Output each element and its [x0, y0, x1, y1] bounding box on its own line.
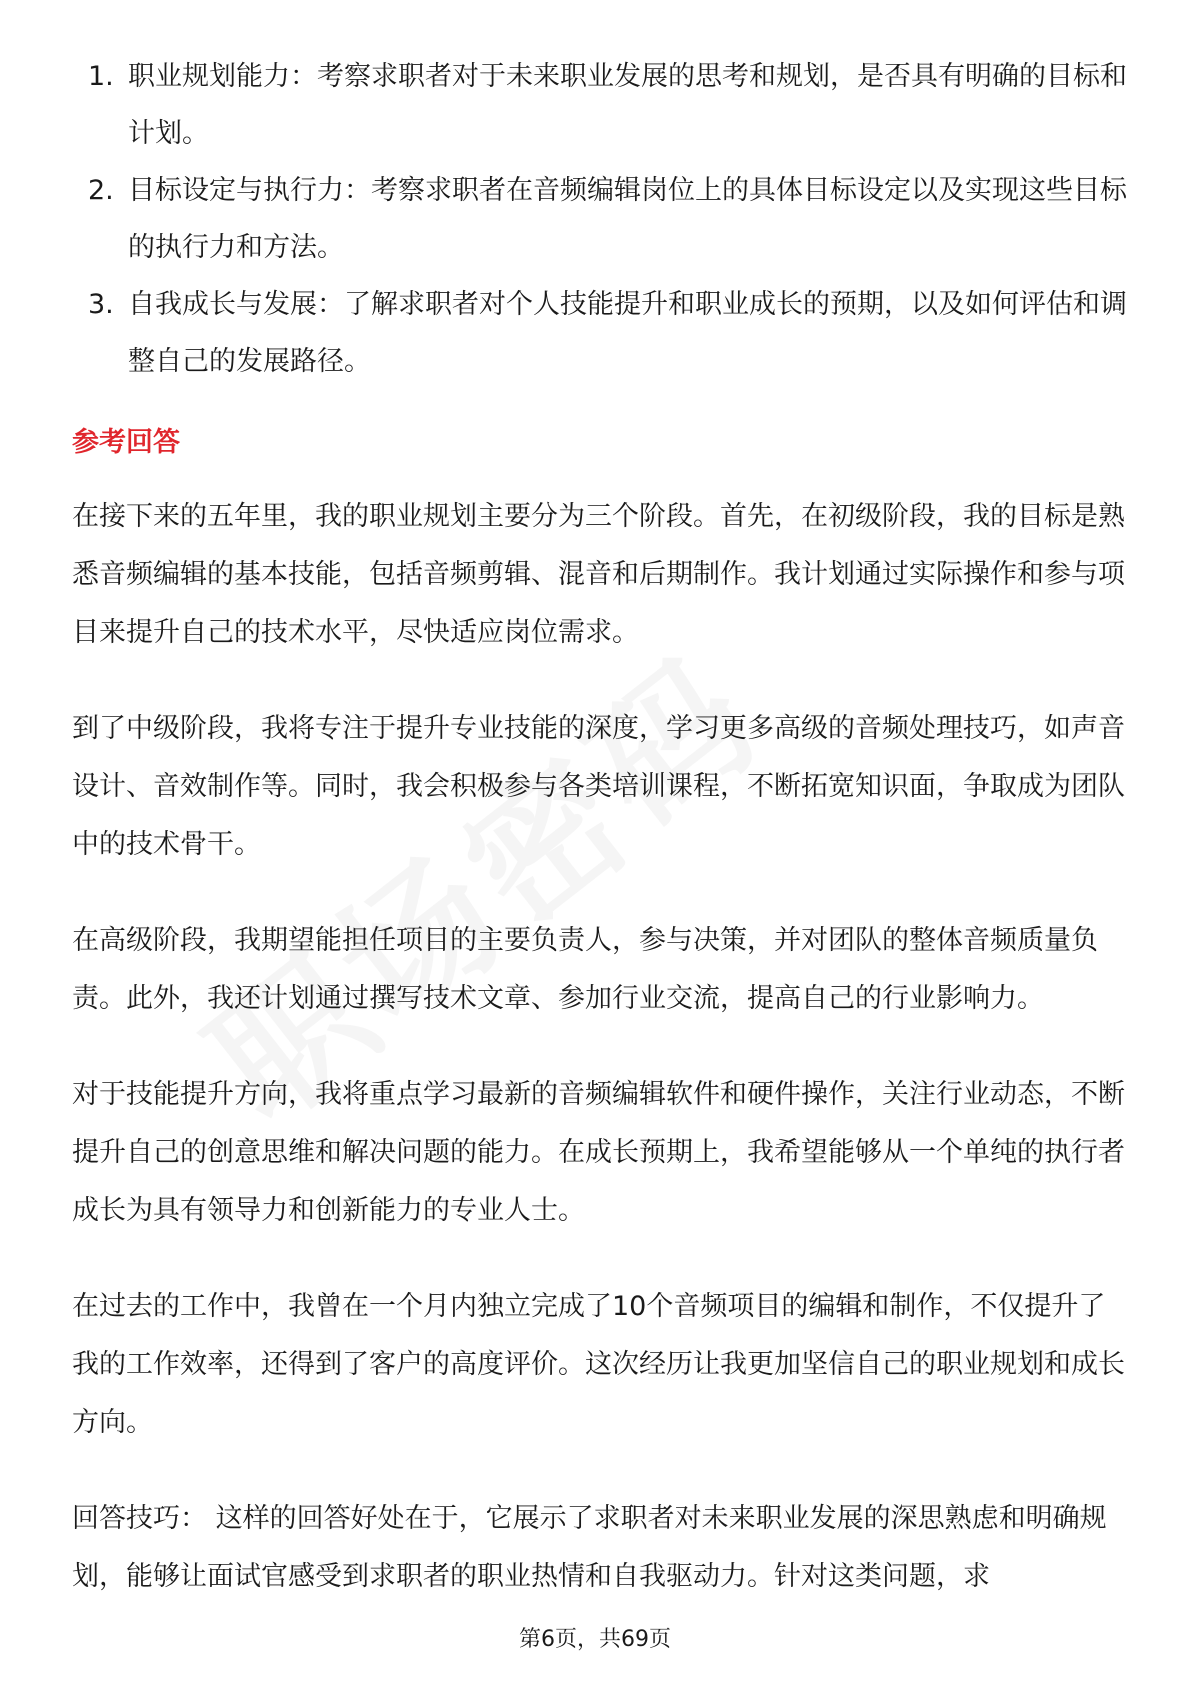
paragraph: 在接下来的五年里，我的职业规划主要分为三个阶段。首先，在初级阶段，我的目标是熟悉音频编辑的基本技能，包括音频剪辑、混音和后期制作。我计划通过实际操作和参与项目来提升自己的技术水平，尽快适应岗位需求。	[72, 501, 1125, 648]
section-heading: 参考回答	[72, 427, 180, 458]
paragraph: 在过去的工作中，我曾在一个月内独立完成了10个音频项目的编辑和制作，不仅提升了我的工作效率，还得到了客户的高度评价。这次经历让我更加坚信自己的职业规划和成长方向。	[72, 1291, 1125, 1438]
list-item-text: 目标设定与执行力：考察求职者在音频编辑岗位上的具体目标设定以及实现这些目标的执行力和方法。	[128, 175, 1127, 263]
list-number: 2.	[88, 175, 114, 206]
paragraph: 对于技能提升方向，我将重点学习最新的音频编辑软件和硬件操作，关注行业动态，不断提升自己的创意思维和解决问题的能力。在成长预期上，我希望能够从一个单纯的执行者成长为具有领导力和创新能力的专业人士。	[72, 1079, 1125, 1226]
list-item-text: 职业规划能力：考察求职者对于未来职业发展的思考和规划，是否具有明确的目标和计划。	[128, 61, 1127, 149]
answer-body	[72, 488, 1132, 1644]
page-number-footer: 第6页，共69页	[519, 1627, 671, 1652]
list-item	[72, 162, 1132, 276]
paragraph: 在高级阶段，我期望能担任项目的主要负责人，参与决策，并对团队的整体音频质量负责。此外，我还计划通过撰写技术文章、参加行业交流，提高自己的行业影响力。	[72, 925, 1098, 1014]
list-item	[72, 48, 1132, 162]
list-item	[72, 276, 1132, 390]
paragraph: 回答技巧： 这样的回答好处在于，它展示了求职者对未来职业发展的深思熟虑和明确规划，能够让面试官感受到求职者的职业热情和自我驱动力。针对这类问题，求	[72, 1503, 1107, 1592]
criteria-list	[72, 48, 1132, 390]
paragraph: 到了中级阶段，我将专注于提升专业技能的深度，学习更多高级的音频处理技巧，如声音设计、音效制作等。同时，我会积极参与各类培训课程，不断拓宽知识面，争取成为团队中的技术骨干。	[72, 713, 1125, 860]
list-number: 1.	[88, 61, 114, 92]
list-item-text: 自我成长与发展：了解求职者对个人技能提升和职业成长的预期，以及如何评估和调整自己的发展路径。	[128, 289, 1127, 377]
list-number: 3.	[88, 289, 114, 320]
